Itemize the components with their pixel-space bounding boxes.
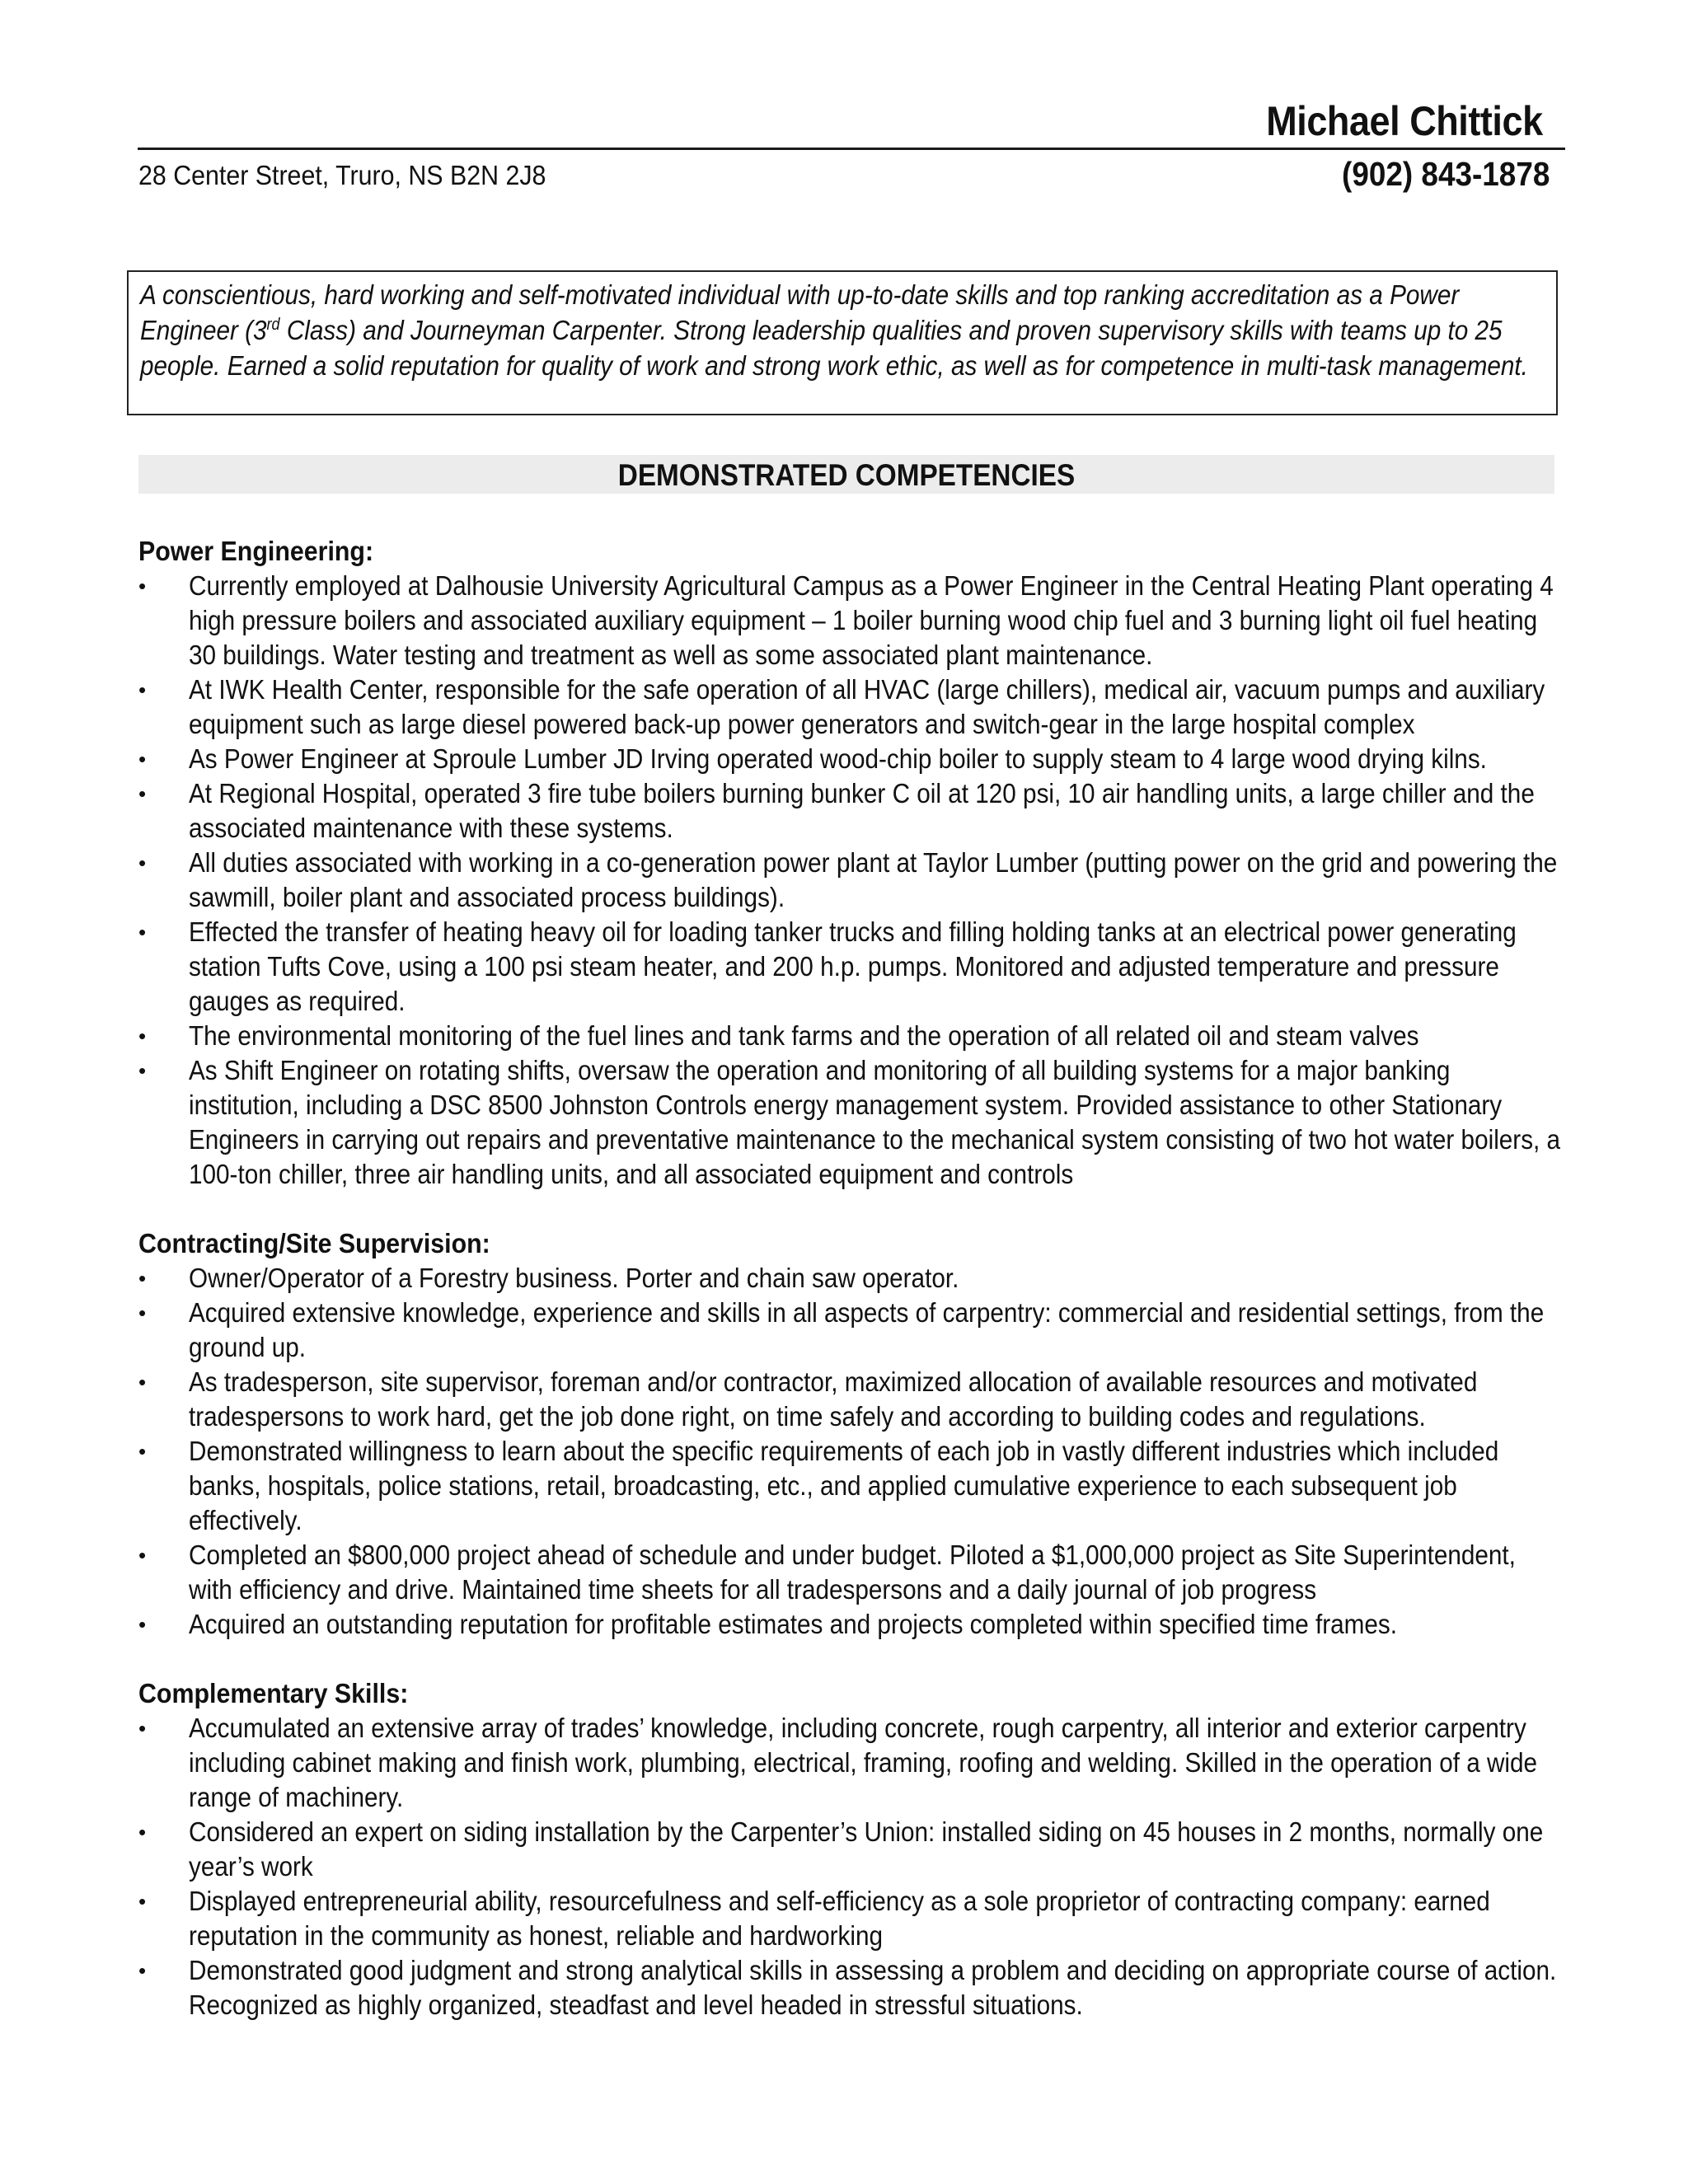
address: 28 Center Street, Truro, NS B2N 2J8: [138, 160, 546, 190]
bullet-list: [138, 569, 1564, 1192]
list-item-text: • Displayed entrepreneurial ability, resourcefulness and self-efficiency as a sole proprietor of contracting company: earned reputation in the community as honest, reliable and hardworking: [189, 1886, 1490, 1951]
list-item-text: • The environmental monitoring of the fuel lines and tank farms and the operation of all related oil and steam valves: [189, 1020, 1419, 1051]
list-item: [138, 1019, 1564, 1053]
list-item-text: • Acquired extensive knowledge, experience and skills in all aspects of carpentry: commercial and residential settings, from the ground up.: [189, 1297, 1545, 1362]
group-complementary-skills: [138, 1676, 1564, 2022]
list-item-text: • As Power Engineer at Sproule Lumber JD Irving operated wood-chip boiler to supply steam to 4 large wood drying kilns.: [189, 743, 1487, 774]
bullet-list: [138, 1711, 1564, 2022]
group-heading: Complementary Skills:: [138, 1678, 409, 1708]
list-item-text: • Accumulated an extensive array of trades’ knowledge, including concrete, rough carpentry, all interior and exterior carpentry including cabinet making and finish work, plumbing, electrical, framing, roofing and welding. Skilled in the operation of a wide range of machinery.: [189, 1713, 1538, 1812]
group-heading: Power Engineering:: [138, 536, 374, 566]
list-item: [138, 569, 1564, 673]
list-item-text: • Completed an $800,000 project ahead of schedule and under budget. Piloted a $1,000,000 project as Site Superintendent, with efficiency and drive. Maintained time sheets for all tradespersons and a daily journal of job progress: [189, 1540, 1516, 1605]
list-item: [138, 846, 1564, 915]
list-item-text: • At IWK Health Center, responsible for the safe operation of all HVAC (large chillers), medical air, vacuum pumps and auxiliary equipment such as large diesel powered back-up power generators and switch-gear in the large hospital complex: [189, 674, 1545, 739]
group-heading: Contracting/Site Supervision:: [138, 1228, 490, 1258]
list-item: [138, 673, 1564, 742]
list-item: [138, 1607, 1564, 1642]
section-title: DEMONSTRATED COMPETENCIES: [617, 458, 1076, 492]
list-item-text: • As Shift Engineer on rotating shifts, oversaw the operation and monitoring of all building systems for a major banking institution, including a DSC 8500 Johnston Controls energy management system. Provided assistance to other Stationary Engineers in carrying out repairs and preventative maintenance to the mechanical system consisting of two hot water boilers, a 100-ton chiller, three air handling units, and all associated equipment and controls: [189, 1055, 1561, 1189]
summary-text: [140, 277, 1542, 383]
summary-part-2: Class) and Journeyman Carpenter. Strong leadership qualities and proven supervisory skills with teams up to 25 people. Earned a solid reputation for quality of work and strong work ethic, as well as for competence in multi-task management.: [140, 315, 1528, 381]
phone-number: (902) 843-1878: [1341, 155, 1550, 193]
list-item: [138, 1538, 1564, 1607]
candidate-name: Michael Chittick: [1266, 98, 1543, 144]
header-divider: [138, 148, 1565, 150]
list-item-text: • Demonstrated good judgment and strong analytical skills in assessing a problem and deciding on appropriate course of action. Recognized as highly organized, steadfast and level headed in stressful situations.: [189, 1955, 1557, 2020]
group-power-engineering: [138, 534, 1564, 1192]
list-item: [138, 776, 1564, 846]
summary-part-1: A conscientious, hard working and self-motivated individual with up-to-date skills and top ranking accreditation as a Power Engineer (3: [140, 279, 1460, 345]
list-item-text: • All duties associated with working in a co-generation power plant at Taylor Lumber (putting power on the grid and powering the sawmill, boiler plant and associated process buildings).: [189, 847, 1558, 912]
list-item: [138, 915, 1564, 1019]
list-item: [138, 1365, 1564, 1434]
list-item: [138, 742, 1564, 776]
section-header-band: [138, 455, 1554, 494]
list-item: [138, 1261, 1564, 1296]
list-item-text: • Demonstrated willingness to learn about the specific requirements of each job in vastly different industries which included banks, hospitals, police stations, retail, broadcasting, etc., and applied cumulative experience to each subsequent job effectively.: [189, 1436, 1499, 1535]
list-item: [138, 1053, 1564, 1192]
list-item-text: • Currently employed at Dalhousie University Agricultural Campus as a Power Engineer in the Central Heating Plant operating 4 high pressure boilers and associated auxiliary equipment – 1 boiler burning wood chip fuel and 3 burning light oil fuel heating 30 buildings. Water testing and treatment as well as some associated plant maintenance.: [189, 570, 1554, 670]
list-item: [138, 1815, 1564, 1884]
list-item: [138, 1711, 1564, 1815]
list-item-text: • Effected the transfer of heating heavy oil for loading tanker trucks and filling holding tanks at an electrical power generating station Tufts Cove, using a 100 psi steam heater, and 200 h.p. pumps. Monitored and adjusted temperature and pressure gauges as required.: [189, 916, 1517, 1016]
list-item-text: • Owner/Operator of a Forestry business. Porter and chain saw operator.: [189, 1263, 959, 1293]
group-contracting-site-supervision: [138, 1226, 1564, 1642]
bullet-list: [138, 1261, 1564, 1642]
summary-superscript: rd: [266, 316, 280, 334]
list-item-text: • Considered an expert on siding installation by the Carpenter’s Union: installed siding on 45 houses in 2 months, normally one year’s work: [189, 1816, 1544, 1882]
list-item-text: • Acquired an outstanding reputation for profitable estimates and projects completed within specified time frames.: [189, 1609, 1398, 1639]
competencies-content: [138, 534, 1564, 2057]
list-item: [138, 1953, 1564, 2022]
list-item: [138, 1884, 1564, 1953]
list-item-text: • At Regional Hospital, operated 3 fire tube boilers burning bunker C oil at 120 psi, 10 air handling units, a large chiller and the associated maintenance with these systems.: [189, 778, 1535, 843]
summary-box: [127, 270, 1558, 415]
list-item: [138, 1434, 1564, 1538]
list-item: [138, 1296, 1564, 1365]
list-item-text: • As tradesperson, site supervisor, foreman and/or contractor, maximized allocation of available resources and motivated tradespersons to work hard, get the job done right, on time safely and according to building codes and regulations.: [189, 1366, 1478, 1432]
